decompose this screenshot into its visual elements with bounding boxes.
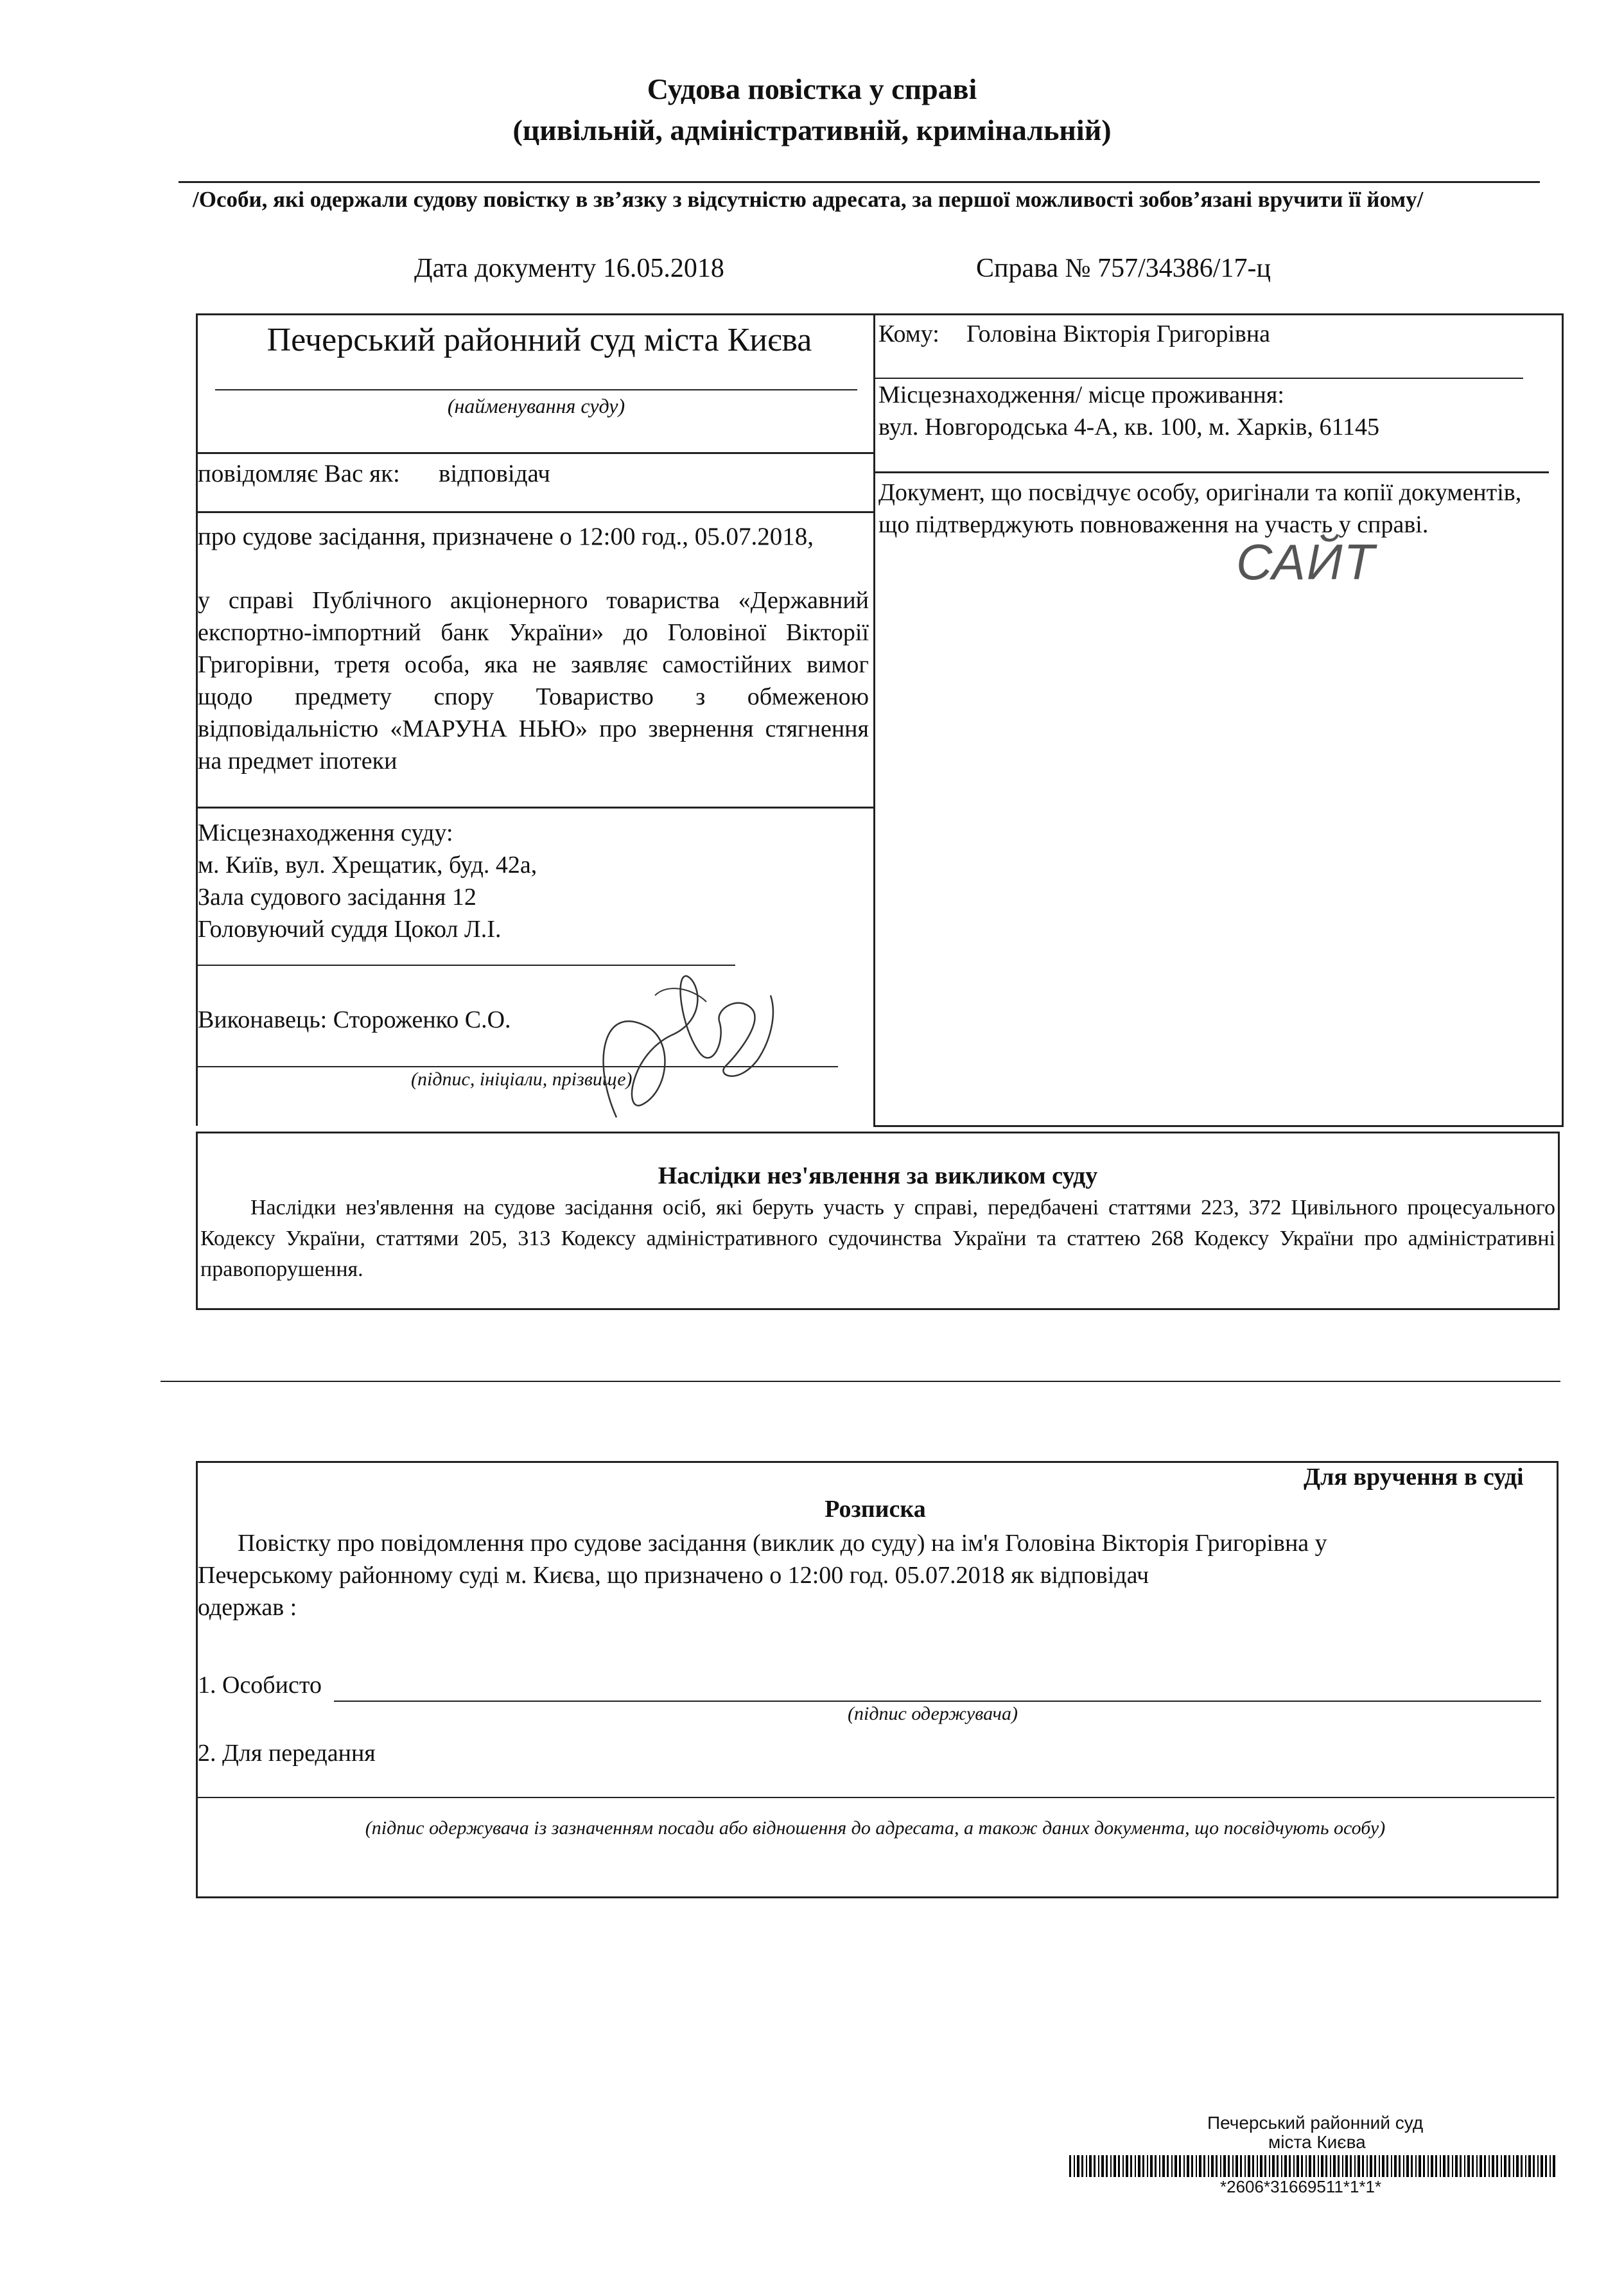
court-name: Печерський районний суд міста Києва bbox=[266, 322, 812, 358]
footer-court-line2: міста Києва bbox=[1268, 2132, 1366, 2152]
cut-line bbox=[161, 1381, 1560, 1382]
court-location-block bbox=[198, 817, 537, 945]
header-rule bbox=[179, 181, 1540, 183]
consequences-title: Наслідки нез'явлення за викликом суду bbox=[658, 1162, 1098, 1189]
court-location-address: м. Київ, вул. Хрещатик, буд. 42а, bbox=[198, 852, 537, 879]
court-location-room: Зала судового засідання 12 bbox=[198, 884, 476, 911]
receipt-text-line2: Печерському районному суді м. Києва, що призначено о 12:00 год. 05.07.2018 як відповідач bbox=[198, 1562, 1149, 1589]
document-date: Дата документу 16.05.2018 bbox=[414, 254, 724, 283]
consequences-text: Наслідки нез'явлення на судове засідання осіб, які беруть участь у справі, передбачені статтями 223, 372 Цивільного процесуального Кодексу України, статтями 205, 313 Кодексу адміністративного судочинства України та статтею 268 Кодексу України про адміністративні правопорушення. bbox=[200, 1196, 1555, 1281]
personally-caption: (підпис одержувача) bbox=[848, 1703, 1018, 1724]
document-title: Судова повістка у справі bbox=[647, 73, 977, 105]
recipient-docs-text: Документ, що посвідчує особу, оригінали та копії документів, що підтверджують повноваження на участь у справі. bbox=[878, 479, 1522, 538]
receipt-item-personally: 1. Особисто bbox=[198, 1672, 322, 1699]
recipient-address-label: Місцезнаходження/ місце проживання: bbox=[878, 381, 1284, 408]
case-rule bbox=[196, 807, 873, 809]
receipt-received: одержав : bbox=[198, 1594, 297, 1621]
barcode-text: *2606*31669511*1*1* bbox=[1220, 2177, 1382, 2196]
executor: Виконавець: Стороженко С.О. bbox=[198, 1006, 511, 1033]
case-description bbox=[198, 584, 869, 777]
notify-label: повідомляє Вас як: bbox=[198, 460, 400, 487]
box-top-border bbox=[196, 313, 1564, 315]
notify-role: відповідач bbox=[439, 460, 550, 487]
notice-text: /Особи, які одержали судову повістку в зв’язку з відсутністю адресата, за першої можливості зобов’язані вручити її йому/ bbox=[193, 187, 1424, 212]
court-location-label: Місцезнаходження суду: bbox=[198, 819, 453, 846]
court-name-rule bbox=[215, 389, 857, 390]
recipient-to-label: Кому: bbox=[878, 320, 939, 347]
barcode bbox=[1069, 2155, 1557, 2177]
personally-signature-line[interactable] bbox=[334, 1701, 1541, 1702]
box-right-border bbox=[1562, 313, 1564, 1126]
receipt-item-transfer: 2. Для передання bbox=[198, 1740, 376, 1767]
box-right-bottom bbox=[873, 1125, 1564, 1127]
consequences-box bbox=[196, 1132, 1560, 1310]
transfer-caption: (підпис одержувача із зазначенням посади або відношення до адресата, а також даних документа, що посвідчують особу) bbox=[365, 1817, 1386, 1839]
presiding-judge: Головуючий суддя Цокол Л.І. bbox=[198, 916, 502, 943]
handwritten-note: САЙТ bbox=[1236, 534, 1376, 590]
court-name-caption: (найменування суду) bbox=[447, 394, 625, 417]
transfer-signature-line[interactable] bbox=[196, 1797, 1555, 1798]
recipient-name: Головіна Вікторія Григорівна bbox=[966, 320, 1271, 347]
for-court-label: Для вручення в суді bbox=[1304, 1464, 1524, 1491]
receipt-title: Розписка bbox=[825, 1496, 926, 1523]
handwritten-signature bbox=[578, 957, 796, 1137]
notify-rule bbox=[196, 511, 873, 513]
signature-caption: (підпис, ініціали, прізвище) bbox=[411, 1069, 633, 1090]
receipt-text-line1: Повістку про повідомлення про судове засідання (виклик до суду) на ім'я Головіна Вікторія Григорівна у bbox=[238, 1530, 1327, 1557]
case-number: Справа № 757/34386/17-ц bbox=[976, 254, 1271, 283]
recipient-address-block bbox=[878, 379, 1379, 443]
court-caption-rule bbox=[196, 452, 873, 454]
box-divider bbox=[873, 313, 875, 1126]
footer-court-line1: Печерський районний суд bbox=[1207, 2113, 1424, 2133]
recipient-address-rule bbox=[875, 471, 1549, 473]
case-description-text: у справі Публічного акціонерного товариства «Державний експортно-імпортний банк України» до Головіної Вікторії Григорівни, третя особа, яка не заявляє самостійних вимог щодо предмету спору Товариство з обмеженою відповідальністю «МАРУНА НЬЮ» про звернення стягнення на предмет іпотеки bbox=[198, 587, 869, 774]
recipient-address-value: вул. Новгородська 4-А, кв. 100, м. Харків, 61145 bbox=[878, 414, 1380, 441]
hearing-text: про судове засідання, призначене о 12:00 год., 05.07.2018, bbox=[198, 523, 814, 550]
document-subtitle: (цивільній, адміністративній, кримінальній) bbox=[512, 114, 1112, 146]
